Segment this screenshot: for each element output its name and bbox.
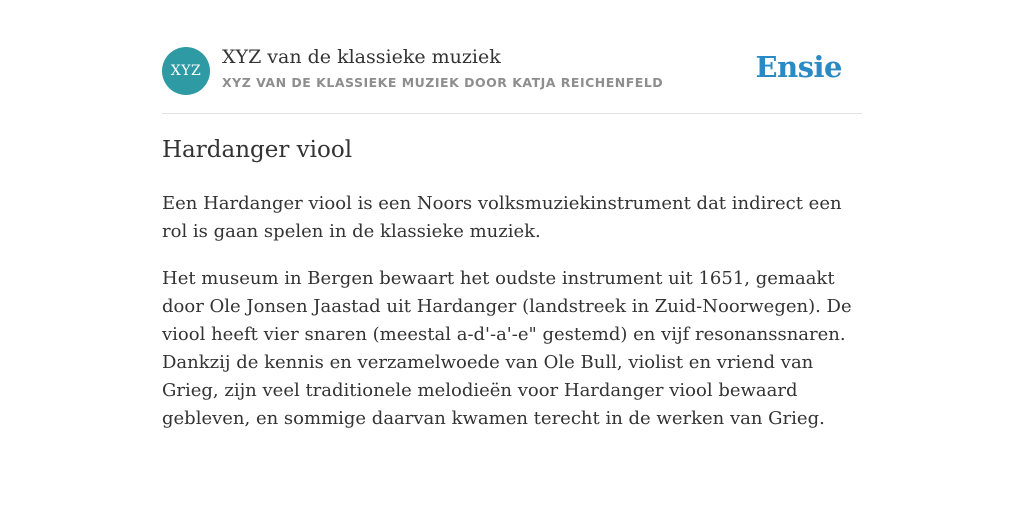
avatar[interactable]: XYZ (162, 47, 210, 95)
article-paragraph: Een Hardanger viool is een Noors volksmuziekinstrument dat indirect een rol is gaan spelen in de klassieke muziek. (162, 193, 842, 242)
ensie-logo[interactable]: Ensie (755, 50, 842, 84)
article-title: Hardanger viool (162, 137, 353, 163)
site-header (162, 0, 862, 114)
site-subtitle[interactable]: XYZ VAN DE KLASSIEKE MUZIEK DOOR KATJA REICHENFELD (222, 75, 664, 90)
article-paragraph: Het museum in Bergen bewaart het oudste instrument uit 1651, gemaakt door Ole Jonsen Jaastad uit Hardanger (landstreek in Zuid-Noorwegen). De viool heeft vier snaren (meestal a-d'-a'-e" gestemd) en vijf resonanssnaren. Dankzij de kennis en verzamelwoede van Ole Bull, violist en vriend van Grieg, zijn veel traditionele melodieën voor Hardanger viool bewaard gebleven, en sommige daarvan kwamen terecht in de werken van Grieg. (162, 268, 852, 429)
page-container (162, 0, 862, 429)
site-title[interactable]: XYZ van de klassieke muziek (222, 46, 501, 68)
